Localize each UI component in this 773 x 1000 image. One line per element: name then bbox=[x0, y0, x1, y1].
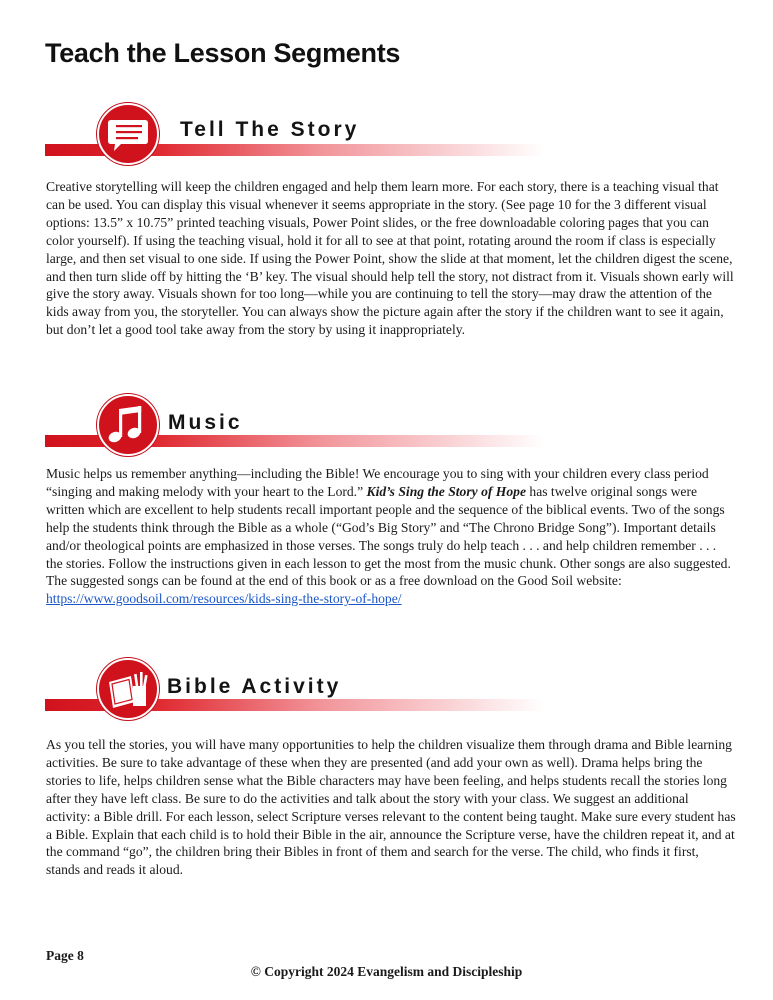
activity-paragraph: As you tell the stories, you will have many opportunities to help the children visualize them through drama and Bible learning activities. Be sure to take advantage of these when they are presented (and add your own as well). Drama helps bring the stories to life, helps children sense what the Bible characters may have been feeling, and helps students recall the stories long after they have left class. Be sure to do the activities and talk about the story with your class. We suggest an additional activity: a Bible drill. For each lesson, select Scripture verses relevant to the content being taught. Make sure every student has a Bible. Explain that each child is to hold their Bible in the air, announce the Scripture verse, have the children repeat it, and at the command “go”, the children bring their Bibles in front of them and search for the verse. The child, who finds it first, stands and reads it aloud. bbox=[46, 737, 736, 878]
music-album-title: Kid’s Sing the Story of Hope bbox=[366, 483, 527, 499]
section-header-story bbox=[0, 100, 773, 164]
section-title-activity: Bible Activity bbox=[167, 675, 342, 698]
music-text-1: Music helps us remember anything—including the Bible! We encourage you to sing with your children every class period “singing and making melody with your heart to the Lord.” bbox=[46, 466, 709, 499]
section-title-story: Tell The Story bbox=[180, 118, 360, 141]
music-text-2: has twelve original songs were written which are excellent to help students recall important people and the sequence of the biblical events. Two of the songs help the students think through the Bible as a whole (“God’s Big Story” and “The Chrono Bridge Song”). Important details and/or theological points are emphasized in those verses. The songs truly do help teach . . . and help children remember . . . the stories. Follow the instructions given in each lesson to get the most from the music chunk. Other songs are also suggested. The suggested songs can be found at the end of this book or as a free download on the Good Soil website: bbox=[46, 483, 731, 589]
section-header-activity bbox=[0, 655, 773, 719]
music-note-icon bbox=[97, 394, 159, 456]
goodsoil-link[interactable]: https://www.goodsoil.com/resources/kids-sing-the-story-of-hope/ bbox=[46, 591, 402, 607]
music-paragraph bbox=[46, 465, 736, 608]
story-paragraph: Creative storytelling will keep the children engaged and help them learn more. For each story, there is a teaching visual that can be used. You can display this visual whenever it seems appropriate in the story. (See page 10 for the 3 different visual options: 13.5” x 10.75” printed teaching visuals, Power Point slides, or the free downloadable coloring pages that you can color yourself). If using the teaching visual, hold it for all to see at that point, rotating around the room if class is especially large, and then set visual to one side. If using the Power Point, show the slide at that moment, let the children digest the scene, and then turn slide off by hitting the ‘B’ key. The visual should help tell the story, not distract from it. Visuals shown early will give the story away. Visuals shown for too long—while you are continuing to tell the story—may draw the attention of the kids away from you, the storyteller. You can always show the picture again after the story if the children want to see it again, but don’t let a good tool take away from the story by using it inappropriately. bbox=[46, 179, 734, 338]
page-number: Page 8 bbox=[46, 948, 84, 963]
speech-bubble-icon bbox=[97, 103, 159, 165]
section-header-music bbox=[0, 393, 773, 457]
copyright: © Copyright 2024 Evangelism and Discipleship bbox=[250, 964, 523, 979]
bible-activity-icon bbox=[97, 658, 159, 720]
section-title-music: Music bbox=[168, 411, 243, 434]
page-title: Teach the Lesson Segments bbox=[45, 38, 401, 68]
